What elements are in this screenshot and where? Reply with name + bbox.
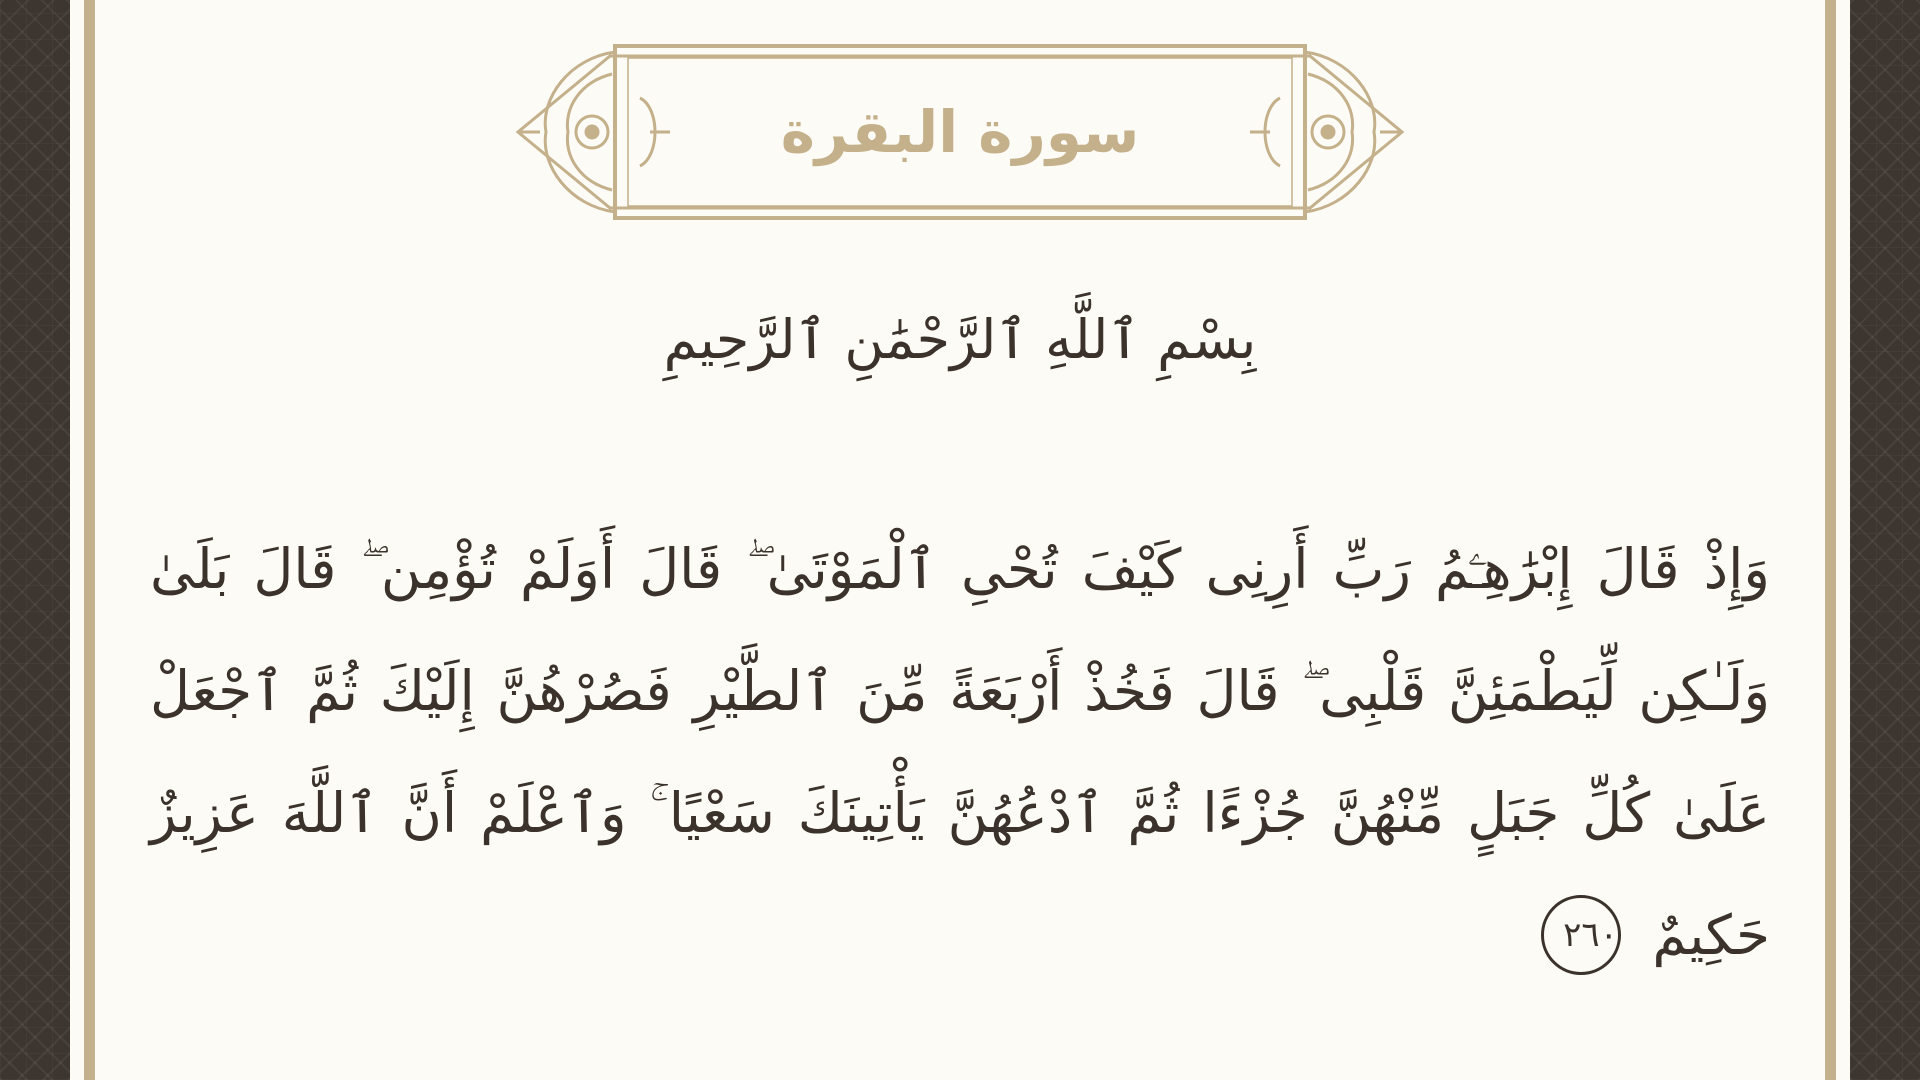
mushaf-page	[70, 0, 1850, 1080]
right-ornamental-border	[1850, 0, 1920, 1080]
verse-text: وَإِذْ قَالَ إِبْرَٰهِـۧمُ رَبِّ أَرِنِى كَيْفَ تُحْىِ ٱلْمَوْتَىٰ ۖ قَالَ أَوَلَمْ تُؤْمِن ۖ قَالَ بَلَىٰ وَلَـٰكِن لِّيَطْمَئِنَّ قَلْبِى ۖ قَالَ فَخُذْ أَرْبَعَةً مِّنَ ٱلطَّيْرِ فَصُرْهُنَّ إِلَيْكَ ثُمَّ ٱجْعَلْ عَلَىٰ كُلِّ جَبَلٍ مِّنْهُنَّ جُزْءًا ثُمَّ ٱدْعُهُنَّ يَأْتِينَكَ سَعْيًا ۚ وَٱعْلَمْ أَنَّ ٱللَّهَ عَزِيزٌ حَكِيمٌ	[150, 537, 1770, 967]
surah-title: سورة البقرة	[780, 98, 1140, 166]
surah-title-frame	[500, 38, 1420, 226]
right-gold-rule	[1825, 0, 1836, 1080]
ayah-number-marker: ٢٦٠	[1541, 895, 1621, 975]
basmala: بِسْمِ ٱللَّهِ ٱلرَّحْمَٰنِ ٱلرَّحِيمِ	[663, 308, 1257, 371]
left-ornamental-border	[0, 0, 70, 1080]
left-gold-rule	[84, 0, 95, 1080]
verse-block	[150, 508, 1770, 996]
